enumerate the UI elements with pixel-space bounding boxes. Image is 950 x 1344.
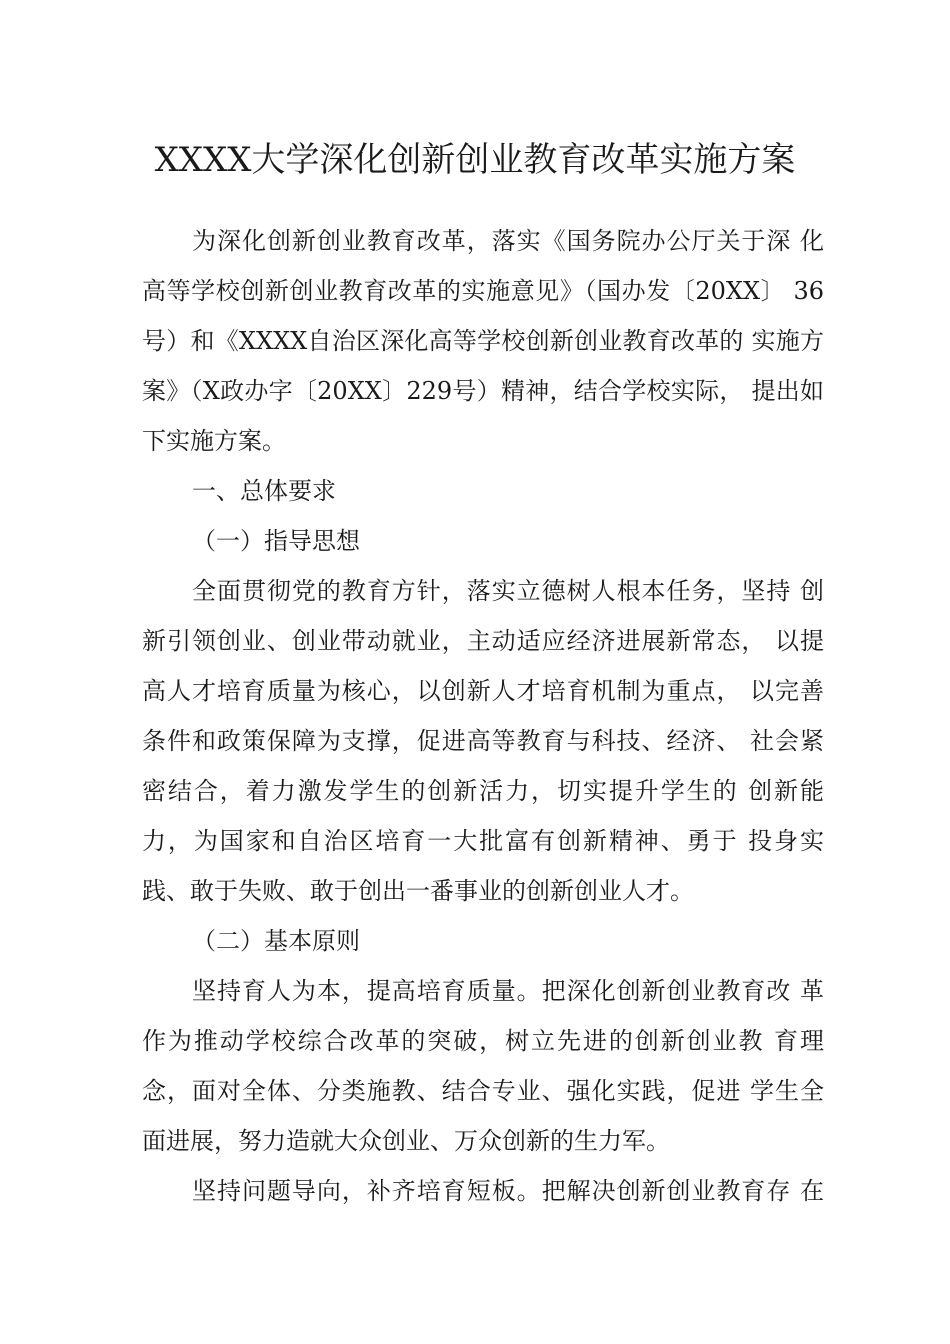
text-line: 案》（X政办字〔20XX〕229号）精神，结合学校实际， 提出如 (142, 377, 824, 405)
text-line: 坚持育人为本，提高培育质量。把深化创新创业教育改 革 (192, 977, 824, 1005)
text-line: 坚持问题导向，补齐培育短板。把解决创新创业教育存 在 (192, 1177, 824, 1205)
text-line: （一）指导思想 (192, 527, 360, 555)
text-line: 条件和政策保障为支撑，促进高等教育与科技、经济、 社会紧 (142, 727, 824, 755)
text-line: 高人才培育质量为核心，以创新人才培育机制为重点， 以完善 (142, 677, 824, 705)
text-line: 践、敢于失败、敢于创出一番事业的创新创业人才。 (142, 877, 694, 905)
text-line: 新引领创业、创业带动就业，主动适应经济进展新常态， 以提 (142, 627, 824, 655)
text-line: 高等学校创新创业教育改革的实施意见》（国办发〔20XX〕 36 (142, 277, 824, 305)
text-line: 下实施方案。 (142, 427, 286, 455)
text-line: 作为推动学校综合改革的突破，树立先进的创新创业教 育理 (142, 1027, 824, 1055)
document-title: XXXX大学深化创新创业教育改革实施方案 (154, 140, 796, 180)
text-line: 密结合，着力激发学生的创新活力，切实提升学生的 创新能 (142, 777, 824, 805)
text-line: 全面贯彻党的教育方针，落实立德树人根本任务，坚持 创 (192, 577, 824, 605)
text-line: 念，面对全体、分类施教、结合专业、强化实践，促进 学生全 (142, 1077, 824, 1105)
text-line: （二）基本原则 (192, 927, 360, 955)
text-line: 号）和《XXXX自治区深化高等学校创新创业教育改革的 实施方 (142, 327, 824, 355)
text-line: 为深化创新创业教育改革，落实《国务院办公厅关于深 化 (192, 227, 824, 255)
text-line: 一、总体要求 (192, 477, 336, 505)
text-line: 面进展，努力造就大众创业、万众创新的生力军。 (142, 1127, 670, 1155)
text-line: 力，为国家和自治区培育一大批富有创新精神、勇于 投身实 (142, 827, 824, 855)
document-body (142, 216, 824, 1216)
